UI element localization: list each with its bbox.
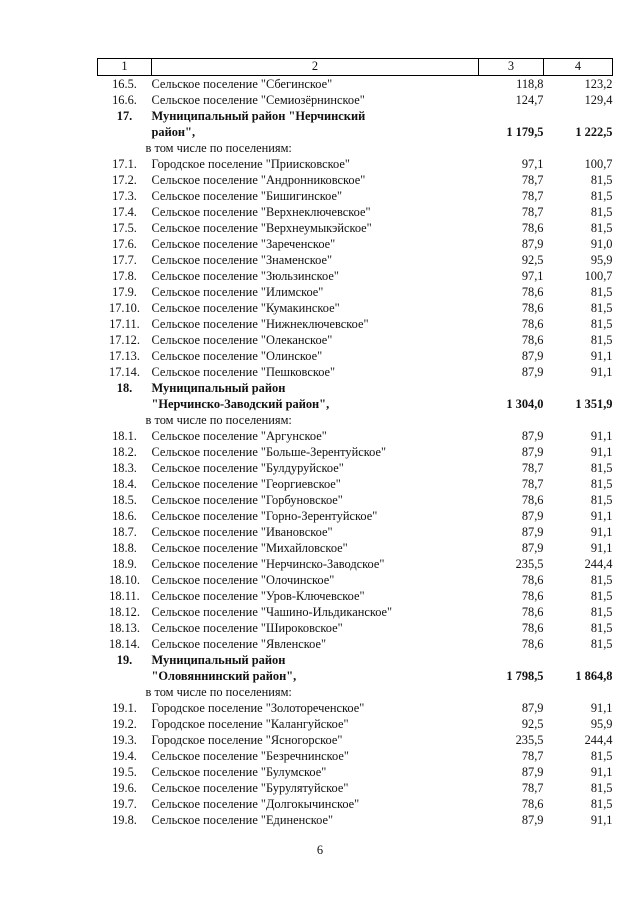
row-name: Сельское поселение "Ивановское" <box>151 525 333 539</box>
table-row <box>98 748 613 764</box>
table-row <box>98 76 613 93</box>
value-col4: 1 222,5 <box>575 125 613 139</box>
value-col4 <box>544 380 613 396</box>
value-col4: 81,5 <box>590 621 613 635</box>
table-row <box>98 476 613 492</box>
row-number: 17.14. <box>109 365 140 379</box>
row-name: Сельское поселение "Горбуновское" <box>151 493 343 507</box>
value-col4: 81,5 <box>590 797 613 811</box>
value-col3: 78,6 <box>521 797 544 811</box>
district-row <box>98 396 613 412</box>
column-header-3: 3 <box>479 59 544 76</box>
value-col4: 91,1 <box>590 525 613 539</box>
value-col4 <box>544 140 613 156</box>
value-col4: 91,1 <box>590 429 613 443</box>
row-number: 19.6. <box>112 781 137 795</box>
row-number: 19.8. <box>112 813 137 827</box>
row-name: Сельское поселение "Семиозёрнинское" <box>151 93 365 107</box>
value-col3: 78,6 <box>521 493 544 507</box>
value-col3 <box>479 684 544 700</box>
row-number <box>98 140 152 156</box>
table-row <box>98 428 613 444</box>
value-col3 <box>479 412 544 428</box>
value-col4: 100,7 <box>584 157 613 171</box>
row-name: в том числе по поселениям: <box>145 685 292 699</box>
row-name: Сельское поселение "Сбегинское" <box>151 77 333 91</box>
row-number: 17. <box>116 109 133 123</box>
row-number: 16.6. <box>112 93 137 107</box>
row-number: 18.2. <box>112 445 137 459</box>
value-col3: 78,6 <box>521 221 544 235</box>
value-col4: 91,1 <box>590 541 613 555</box>
row-number: 17.10. <box>109 301 140 315</box>
value-col4: 129,4 <box>584 93 613 107</box>
row-name: Городское поселение "Приисковское" <box>151 157 350 171</box>
row-name: Сельское поселение "Долгокычинское" <box>151 797 360 811</box>
table-row <box>98 316 613 332</box>
value-col4: 81,5 <box>590 189 613 203</box>
row-name: Муниципальный район <box>151 381 286 395</box>
row-name: Сельское поселение "Зюльзинское" <box>151 269 339 283</box>
row-name: Городское поселение "Ясногорское" <box>151 733 343 747</box>
row-number <box>98 124 152 140</box>
value-col4: 81,5 <box>590 285 613 299</box>
value-col3: 118,8 <box>516 77 544 91</box>
row-name: Городское поселение "Золотореченское" <box>151 701 365 715</box>
row-name: в том числе по поселениям: <box>145 141 292 155</box>
value-col3: 78,6 <box>521 333 544 347</box>
table-row <box>98 220 613 236</box>
table-row <box>98 348 613 364</box>
row-number: 18.3. <box>112 461 137 475</box>
value-col4 <box>544 684 613 700</box>
table-row <box>98 460 613 476</box>
table-header-row <box>98 59 613 76</box>
value-col3: 78,6 <box>521 605 544 619</box>
value-col3: 87,9 <box>521 765 544 779</box>
table-row <box>98 796 613 812</box>
row-name: Сельское поселение "Олеканское" <box>151 333 333 347</box>
district-row <box>98 108 613 124</box>
row-name: Сельское поселение "Нерчинско-Заводское" <box>151 557 385 571</box>
row-number: 19.4. <box>112 749 137 763</box>
row-number: 16.5. <box>112 77 137 91</box>
value-col3: 1 304,0 <box>506 397 544 411</box>
value-col4: 91,1 <box>590 509 613 523</box>
row-number: 19.1. <box>112 701 137 715</box>
value-col3: 1 798,5 <box>506 669 544 683</box>
table-row <box>98 364 613 380</box>
value-col3: 235,5 <box>515 733 544 747</box>
value-col4: 81,5 <box>590 173 613 187</box>
value-col4: 81,5 <box>590 573 613 587</box>
row-name: Сельское поселение "Олочинское" <box>151 573 335 587</box>
value-col4: 91,1 <box>590 365 613 379</box>
value-col3: 87,9 <box>521 509 544 523</box>
value-col3: 1 179,5 <box>506 125 544 139</box>
row-name: Сельское поселение "Аргунское" <box>151 429 327 443</box>
table-row <box>98 524 613 540</box>
row-number: 18. <box>116 381 133 395</box>
value-col3: 78,6 <box>521 285 544 299</box>
value-col4: 81,5 <box>590 493 613 507</box>
table-row <box>98 172 613 188</box>
row-number <box>98 396 152 412</box>
value-col3: 97,1 <box>521 269 544 283</box>
value-col3: 78,7 <box>521 781 544 795</box>
value-col3: 87,9 <box>521 237 544 251</box>
value-col4: 91,1 <box>590 701 613 715</box>
table-row <box>98 508 613 524</box>
row-number: 18.7. <box>112 525 137 539</box>
row-name: Сельское поселение "Верхнеумыкэйское" <box>151 221 372 235</box>
value-col3: 78,7 <box>521 173 544 187</box>
value-col3: 124,7 <box>515 93 544 107</box>
allocation-table <box>97 58 613 828</box>
value-col3 <box>479 380 544 396</box>
row-number: 17.11. <box>109 317 140 331</box>
value-col3: 87,9 <box>521 445 544 459</box>
district-row <box>98 668 613 684</box>
row-number: 19.3. <box>112 733 137 747</box>
table-row <box>98 284 613 300</box>
column-header-4: 4 <box>544 59 613 76</box>
table-row <box>98 300 613 316</box>
row-name: Сельское поселение "Пешковское" <box>151 365 336 379</box>
row-name: Сельское поселение "Андронниковское" <box>151 173 366 187</box>
row-number: 18.14. <box>109 637 140 651</box>
value-col4: 81,5 <box>590 301 613 315</box>
district-row <box>98 380 613 396</box>
value-col4: 95,9 <box>590 253 613 267</box>
row-number: 17.5. <box>112 221 137 235</box>
value-col3: 78,7 <box>521 189 544 203</box>
value-col3: 78,6 <box>521 637 544 651</box>
value-col3: 87,9 <box>521 429 544 443</box>
row-number: 17.2. <box>112 173 137 187</box>
row-name: Сельское поселение "Знаменское" <box>151 253 333 267</box>
row-number: 18.6. <box>112 509 137 523</box>
subheading-row <box>98 412 613 428</box>
row-name: Муниципальный район "Нерчинский <box>151 109 366 123</box>
value-col4: 81,5 <box>590 317 613 331</box>
row-number: 18.12. <box>109 605 140 619</box>
value-col3: 78,6 <box>521 317 544 331</box>
value-col4: 81,5 <box>590 477 613 491</box>
row-number: 17.12. <box>109 333 140 347</box>
value-col4: 91,1 <box>590 813 613 827</box>
row-number: 18.9. <box>112 557 137 571</box>
table-row <box>98 764 613 780</box>
value-col3: 87,9 <box>521 365 544 379</box>
district-row <box>98 652 613 668</box>
row-number: 19. <box>116 653 133 667</box>
value-col3: 87,9 <box>521 525 544 539</box>
value-col4: 91,1 <box>590 445 613 459</box>
value-col3: 87,9 <box>521 813 544 827</box>
value-col3: 78,6 <box>521 589 544 603</box>
row-number: 19.5. <box>112 765 137 779</box>
row-number: 17.3. <box>112 189 137 203</box>
value-col4: 244,4 <box>584 733 613 747</box>
table-row <box>98 588 613 604</box>
table-row <box>98 780 613 796</box>
value-col3: 78,7 <box>521 205 544 219</box>
row-name: Сельское поселение "Горно-Зерентуйское" <box>151 509 378 523</box>
column-header-2: 2 <box>152 59 479 76</box>
table-row <box>98 556 613 572</box>
value-col4: 95,9 <box>590 717 613 731</box>
row-number: 18.13. <box>109 621 140 635</box>
row-number: 17.4. <box>112 205 137 219</box>
value-col3: 97,1 <box>521 157 544 171</box>
row-name: Сельское поселение "Зареченское" <box>151 237 336 251</box>
row-name: Сельское поселение "Булумское" <box>151 765 327 779</box>
value-col4: 81,5 <box>590 781 613 795</box>
row-number: 17.7. <box>112 253 137 267</box>
table-row <box>98 716 613 732</box>
row-name: Сельское поселение "Явленское" <box>151 637 327 651</box>
table-row <box>98 492 613 508</box>
table-row <box>98 332 613 348</box>
row-number: 17.13. <box>109 349 140 363</box>
table-row <box>98 572 613 588</box>
row-name: Сельское поселение "Олинское" <box>151 349 323 363</box>
value-col3: 87,9 <box>521 541 544 555</box>
table-row <box>98 732 613 748</box>
value-col3: 92,5 <box>521 253 544 267</box>
value-col3 <box>479 652 544 668</box>
row-number: 18.10. <box>109 573 140 587</box>
value-col4 <box>544 412 613 428</box>
row-number: 17.1. <box>112 157 137 171</box>
value-col4: 91,1 <box>590 765 613 779</box>
row-name: в том числе по поселениям: <box>145 413 292 427</box>
row-number <box>98 668 152 684</box>
row-name: Сельское поселение "Бурулятуйское" <box>151 781 349 795</box>
row-number: 17.6. <box>112 237 137 251</box>
row-number: 18.8. <box>112 541 137 555</box>
row-number: 18.11. <box>109 589 140 603</box>
row-name: Сельское поселение "Чашино-Ильдиканское" <box>151 605 393 619</box>
value-col4: 81,5 <box>590 461 613 475</box>
row-name: Сельское поселение "Бишигинское" <box>151 189 343 203</box>
subheading-row <box>98 684 613 700</box>
value-col4: 81,5 <box>590 333 613 347</box>
value-col4: 81,5 <box>590 605 613 619</box>
value-col4 <box>544 108 613 124</box>
table-row <box>98 444 613 460</box>
row-name: Сельское поселение "Уров-Ключевское" <box>151 589 365 603</box>
value-col3: 87,9 <box>521 349 544 363</box>
row-number: 17.9. <box>112 285 137 299</box>
table-row <box>98 92 613 108</box>
value-col4: 91,0 <box>590 237 613 251</box>
table-row <box>98 156 613 172</box>
row-number: 18.5. <box>112 493 137 507</box>
value-col3: 78,6 <box>521 621 544 635</box>
value-col4 <box>544 652 613 668</box>
row-number <box>98 684 152 700</box>
row-number: 18.4. <box>112 477 137 491</box>
value-col4: 244,4 <box>584 557 613 571</box>
row-name: Сельское поселение "Илимское" <box>151 285 324 299</box>
value-col3: 78,7 <box>521 461 544 475</box>
row-name: Сельское поселение "Кумакинское" <box>151 301 340 315</box>
value-col3: 78,7 <box>521 477 544 491</box>
value-col3 <box>479 108 544 124</box>
row-name: Сельское поселение "Георгиевское" <box>151 477 341 491</box>
table-row <box>98 636 613 652</box>
row-name: Сельское поселение "Широковское" <box>151 621 343 635</box>
value-col3 <box>479 140 544 156</box>
row-number: 19.2. <box>112 717 137 731</box>
row-name: "Оловяннинский район", <box>151 669 297 683</box>
table-row <box>98 268 613 284</box>
table-row <box>98 540 613 556</box>
table-row <box>98 700 613 716</box>
row-name: Сельское поселение "Булдуруйское" <box>151 461 344 475</box>
value-col3: 92,5 <box>521 717 544 731</box>
table-row <box>98 620 613 636</box>
row-name: Городское поселение "Калангуйское" <box>151 717 349 731</box>
value-col3: 78,7 <box>521 749 544 763</box>
row-name: "Нерчинско-Заводский район", <box>151 397 330 411</box>
value-col4: 81,5 <box>590 637 613 651</box>
table-row <box>98 204 613 220</box>
value-col3: 78,6 <box>521 301 544 315</box>
row-number: 18.1. <box>112 429 137 443</box>
value-col3: 78,6 <box>521 573 544 587</box>
column-header-1: 1 <box>98 59 152 76</box>
value-col4: 1 351,9 <box>575 397 613 411</box>
value-col4: 1 864,8 <box>575 669 613 683</box>
row-number: 19.7. <box>112 797 137 811</box>
row-name: Сельское поселение "Единенское" <box>151 813 334 827</box>
row-name: Сельское поселение "Безречнинское" <box>151 749 349 763</box>
table-row <box>98 188 613 204</box>
row-name: Сельское поселение "Михайловское" <box>151 541 348 555</box>
row-number: 17.8. <box>112 269 137 283</box>
value-col4: 100,7 <box>584 269 613 283</box>
value-col3: 235,5 <box>515 557 544 571</box>
table-row <box>98 812 613 828</box>
value-col4: 91,1 <box>590 349 613 363</box>
row-name: район", <box>151 125 196 139</box>
table-body <box>98 76 613 829</box>
table-row <box>98 236 613 252</box>
page-number: 6 <box>316 843 324 857</box>
value-col3: 87,9 <box>521 701 544 715</box>
value-col4: 81,5 <box>590 205 613 219</box>
row-name: Муниципальный район <box>151 653 286 667</box>
value-col4: 123,2 <box>584 77 613 91</box>
table-row <box>98 604 613 620</box>
subheading-row <box>98 140 613 156</box>
row-name: Сельское поселение "Больше-Зерентуйское" <box>151 445 387 459</box>
table-row <box>98 252 613 268</box>
row-name: Сельское поселение "Нижнеключевское" <box>151 317 369 331</box>
row-number <box>98 412 152 428</box>
value-col4: 81,5 <box>590 221 613 235</box>
row-name: Сельское поселение "Верхнеключевское" <box>151 205 371 219</box>
value-col4: 81,5 <box>590 749 613 763</box>
district-row <box>98 124 613 140</box>
value-col4: 81,5 <box>590 589 613 603</box>
